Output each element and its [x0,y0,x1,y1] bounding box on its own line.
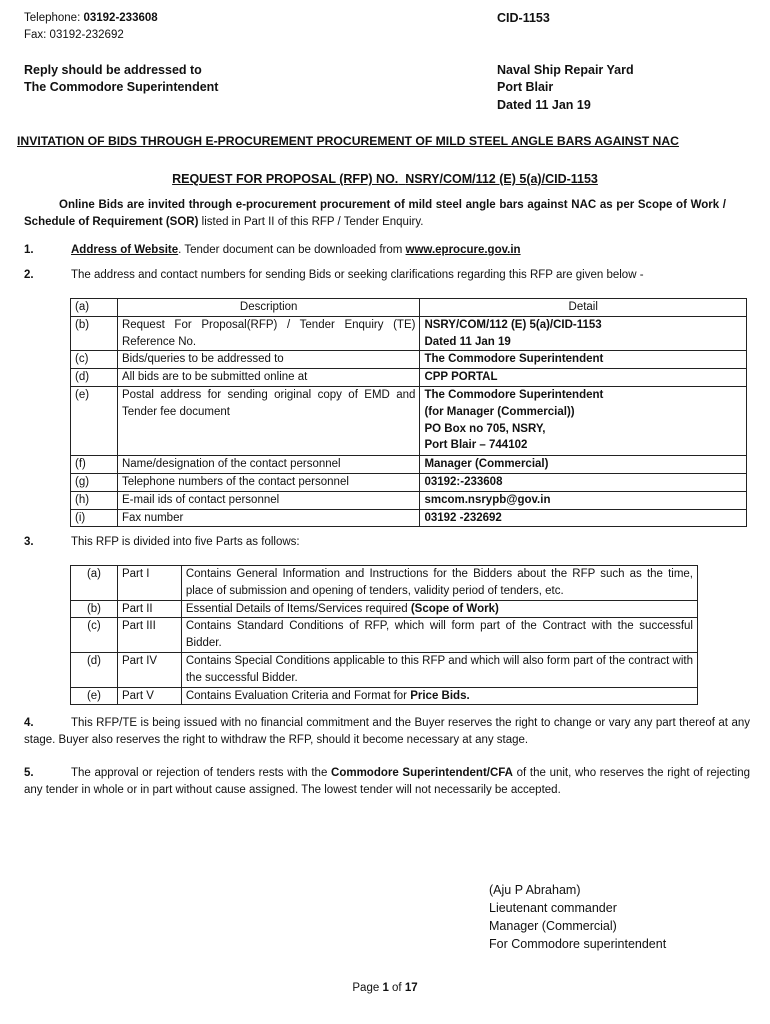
part-key: (c) [71,618,118,653]
part-name: Part II [117,600,181,618]
intro-paragraph [24,197,726,231]
part-key: (b) [71,600,118,618]
table-row [71,618,698,653]
website-link[interactable]: www.eprocure.gov.in [405,244,521,256]
rfp-date: Dated 11 Jan 19 [424,335,511,348]
row-key: (b) [71,316,118,351]
reply-line-1: Reply should be addressed to [24,63,202,77]
postal-line-1: The Commodore Superintendent [424,388,604,401]
item-3-text: This RFP is divided into five Parts as follows: [71,536,300,548]
item-1-num: 1. [24,244,34,256]
row-key: (f) [71,456,118,474]
column-header-detail: Detail [420,299,747,317]
table-row [71,652,698,687]
part-name: Part I [117,566,181,601]
row-desc: Bids/queries to be addressed to [117,351,420,369]
part-key: (a) [71,566,118,601]
org-line-2: Port Blair [497,80,554,94]
item-2 [24,267,744,284]
rfp-number: NSRY/COM/112 (E) 5(a)/CID-1153 [405,172,598,186]
fax-value: 03192 -232692 [420,509,747,527]
item-3 [24,534,744,551]
row-detail [420,316,747,351]
item-5-bold: Commodore Superintendent/CFA [331,767,513,779]
row-desc: Postal address for sending original copy of EMD and Tender fee document [117,386,420,455]
row-key: (g) [71,473,118,491]
signatory-name: (Aju P Abraham) [489,883,581,897]
part-text-bold: Price Bids. [410,689,470,702]
postal-line-3: PO Box no 705, NSRY, [424,422,546,435]
column-header-description: Description [117,299,420,317]
row-desc: E-mail ids of contact personnel [117,491,420,509]
org-line-1: Naval Ship Repair Yard [497,63,634,77]
item-4-num: 4. [24,717,34,729]
row-detail: 03192:-233608 [420,473,747,491]
table-row [71,687,698,705]
table-row [71,386,747,455]
signatory-on-behalf: For Commodore superintendent [489,937,667,951]
table-row [71,491,747,509]
item-2-text: The address and contact numbers for sending Bids or seeking clarifications regarding this RFP are given below - [71,269,644,281]
page-total: 17 [404,982,418,994]
row-desc: All bids are to be submitted online at [117,369,420,387]
rfp-reference: NSRY/COM/112 (E) 5(a)/CID-1153 [424,318,602,331]
row-key: (h) [71,491,118,509]
item-4-text: This RFP/TE is being issued with no financial commitment and the Buyer reserves the right to change or vary any part thereof at any stage. Buyer also reserves the right to withdraw the RFP, should it become necessary at any stage. [24,717,750,746]
part-text: Contains Standard Conditions of RFP, which will form part of the Contract with the successful Bidder. [181,618,697,653]
item-3-num: 3. [24,536,34,548]
row-desc: Telephone numbers of the contact personnel [117,473,420,491]
part-name: Part IV [117,652,181,687]
part-name: Part V [117,687,181,705]
document-title: INVITATION OF BIDS THROUGH E-PROCUREMENT PROCUREMENT OF MILD STEEL ANGLE BARS AGAINST NAC [17,134,679,148]
page-number: 1 [382,982,389,994]
part-text [181,687,697,705]
part-text: Contains General Information and Instructions for the Bidders about the RFP such as the time, place of submission and opening of tenders, validity period of tenders, etc. [181,566,697,601]
table-row [71,456,747,474]
row-detail: CPP PORTAL [420,369,747,387]
part-text [181,600,697,618]
table-row [71,473,747,491]
item-1-text: . Tender document can be downloaded from [178,244,406,256]
reply-line-2: The Commodore Superintendent [24,80,219,94]
page-footer [0,980,770,997]
contact-table [70,298,747,527]
postal-line-4: Port Blair – 744102 [424,439,528,452]
signatory-rank: Lieutenant commander [489,901,617,915]
postal-line-2: (for Manager (Commercial)) [424,405,575,418]
row-detail: Manager (Commercial) [420,456,747,474]
intro-rest: listed in Part II of this RFP / Tender Enquiry. [198,216,424,228]
row-desc: Fax number [117,509,420,527]
row-desc: Request For Proposal(RFP) / Tender Enquiry (TE) Reference No. [117,316,420,351]
email-value: smcom.nsrypb@gov.in [420,491,747,509]
item-4 [24,715,750,749]
part-text-plain: Contains Evaluation Criteria and Format for [185,689,411,702]
date-line: Dated 11 Jan 19 [497,98,591,112]
signature-block [489,881,666,953]
item-5-num: 5. [24,767,34,779]
table-row [71,600,698,618]
telephone-value: 03192-233608 [83,12,158,24]
part-text: Contains Special Conditions applicable to this RFP and which will also form part of the contract with the successful Bidder. [181,652,697,687]
item-5-text-b: of the unit, who reserves the right of rejecting any tender in whole or in part without cause assigned. The lowest tender will not necessarily be accepted. [24,767,750,796]
website-label: Address of Website [71,244,179,256]
part-key: (d) [71,652,118,687]
rfp-title-prefix: REQUEST FOR PROPOSAL (RFP) NO. [172,172,399,186]
row-key: (i) [71,509,118,527]
table-row [71,351,747,369]
rfp-title [0,171,770,188]
item-5-text-a: The approval or rejection of tenders rests with the [71,767,332,779]
row-key: (a) [71,299,118,317]
row-key: (c) [71,351,118,369]
fax-line: Fax: 03192-232692 [24,29,124,41]
row-key: (e) [71,386,118,455]
table-row [71,316,747,351]
telephone-line [24,10,158,27]
parts-table [70,565,698,705]
item-2-num: 2. [24,269,34,281]
signatory-designation: Manager (Commercial) [489,919,617,933]
cid-label: CID-1153 [497,11,550,25]
row-desc: Name/designation of the contact personnel [117,456,420,474]
row-detail [420,386,747,455]
part-key: (e) [71,687,118,705]
row-detail: The Commodore Superintendent [420,351,747,369]
table-row [71,299,747,317]
intro-bold: Online Bids are invited through e-procurement procurement of mild steel angle bars against NAC as per Scope of Work / Schedule of Requirement (SOR) [24,199,726,228]
page-prefix: Page [352,982,383,994]
item-5 [24,765,750,799]
item-1 [24,242,744,259]
part-text-plain: Essential Details of Items/Services required [185,602,411,615]
page-of: of [388,982,405,994]
part-text-bold: (Scope of Work) [410,602,499,615]
table-row [71,566,698,601]
telephone-label: Telephone: [24,12,84,24]
table-row [71,369,747,387]
row-key: (d) [71,369,118,387]
table-row [71,509,747,527]
part-name: Part III [117,618,181,653]
